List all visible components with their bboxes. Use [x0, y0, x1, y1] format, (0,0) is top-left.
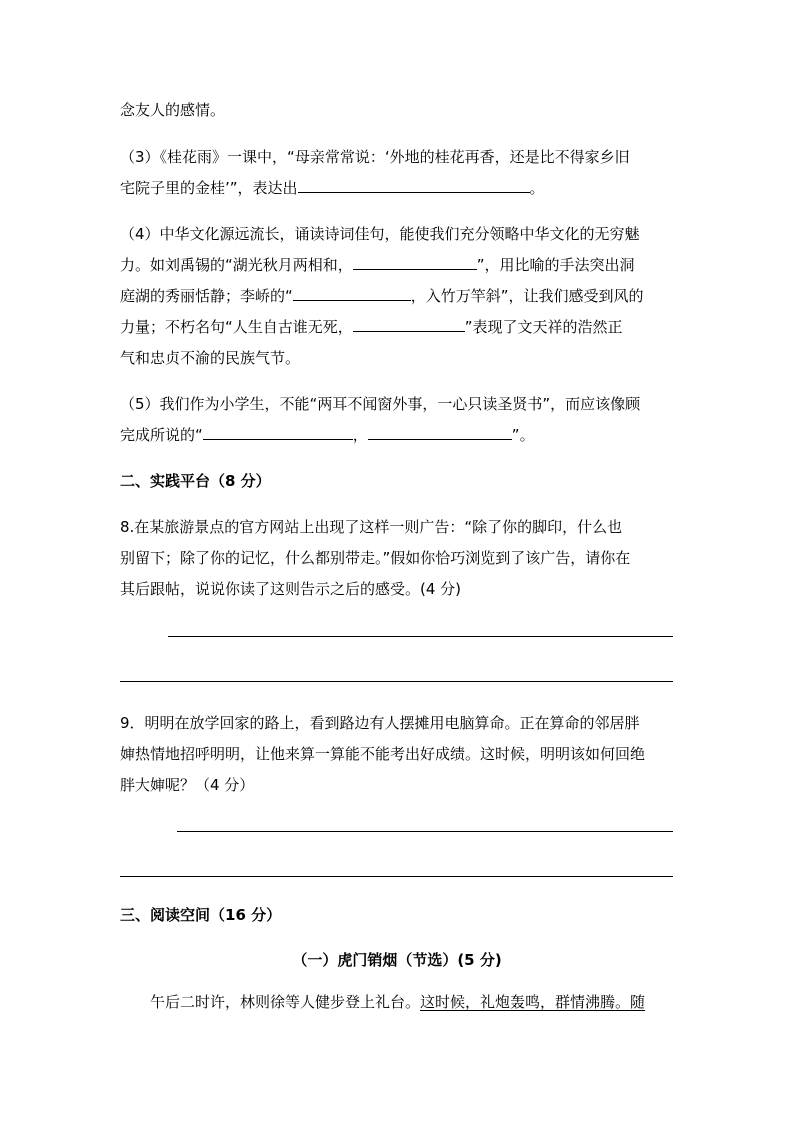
question-4-line-5: 气和忠贞不渝的民族气节。 — [120, 349, 301, 367]
question-3-line-2: 宅院子里的金桂’”，表达出 。 — [120, 179, 545, 197]
answer-blank[interactable] — [298, 178, 530, 193]
question-8-line-3: 其后跟帖，说说你读了这则告示之后的感受。(4 分) — [120, 580, 462, 598]
question-4-line-3: 庭湖的秀丽恬静；李峤的“ ，入竹万竿斜”，让我们感受到风的 — [120, 287, 644, 305]
question-8-line-2: 别留下；除了你的记忆，什么都别带走。”假如你恰巧浏览到了该广告，请你在 — [120, 549, 631, 567]
underlined-sentence: 这时候，礼炮轰鸣，群情沸腾。 — [420, 993, 631, 1011]
question-9-line-3: 胖大婶呢？（4 分） — [120, 776, 255, 794]
text-line: 念友人的感情。 — [120, 101, 226, 119]
answer-blank[interactable] — [203, 425, 353, 440]
question-5-line-2: 完成所说的“ ， ”。 — [120, 426, 535, 444]
passage-line-1: 午后二时许，林则徐等人健步登上礼台。这时候，礼炮轰鸣，群情沸腾。随 — [150, 993, 646, 1011]
passage-title: （一）虎门销烟（节选）(5 分) — [292, 951, 502, 969]
question-5-line-1: （5）我们作为小学生，不能“两耳不闻窗外事，一心只读圣贤书”，而应该像顾 — [120, 395, 641, 413]
answer-line[interactable] — [168, 636, 673, 637]
answer-blank[interactable] — [368, 425, 512, 440]
section-2-heading: 二、实践平台（8 分） — [120, 472, 271, 490]
question-3-line-1: （3）《桂花雨》一课中，“母亲常常说：‘外地的桂花再香，还是比不得家乡旧 — [120, 148, 630, 166]
answer-line[interactable] — [177, 831, 673, 832]
question-4-line-4: 力量；不朽名句“人生自古谁无死， ”表现了文天祥的浩然正 — [120, 318, 623, 336]
question-9-line-2: 婶热情地招呼明明，让他来算一算能不能考出好成绩。这时候，明明该如何回绝 — [120, 745, 646, 763]
section-3-heading: 三、阅读空间（16 分） — [120, 906, 282, 924]
answer-blank[interactable] — [353, 317, 465, 332]
answer-line[interactable] — [120, 876, 673, 877]
question-8-line-1: 8.在某旅游景点的官方网站上出现了这样一则广告：“除了你的脚印，什么也 — [120, 518, 623, 536]
answer-line[interactable] — [120, 681, 673, 682]
question-9-line-1: 9．明明在放学回家的路上，看到路边有人摆摊用电脑算命。正在算命的邻居胖 — [120, 714, 640, 732]
answer-blank[interactable] — [353, 255, 477, 270]
question-4-line-1: （4）中华文化源远流长，诵读诗词佳句，能使我们充分领略中华文化的无穷魅 — [120, 225, 640, 243]
question-4-line-2: 力。如刘禹锡的“湖光秋月两相和， ”，用比喻的手法突出洞 — [120, 256, 635, 274]
answer-blank[interactable] — [293, 286, 411, 301]
